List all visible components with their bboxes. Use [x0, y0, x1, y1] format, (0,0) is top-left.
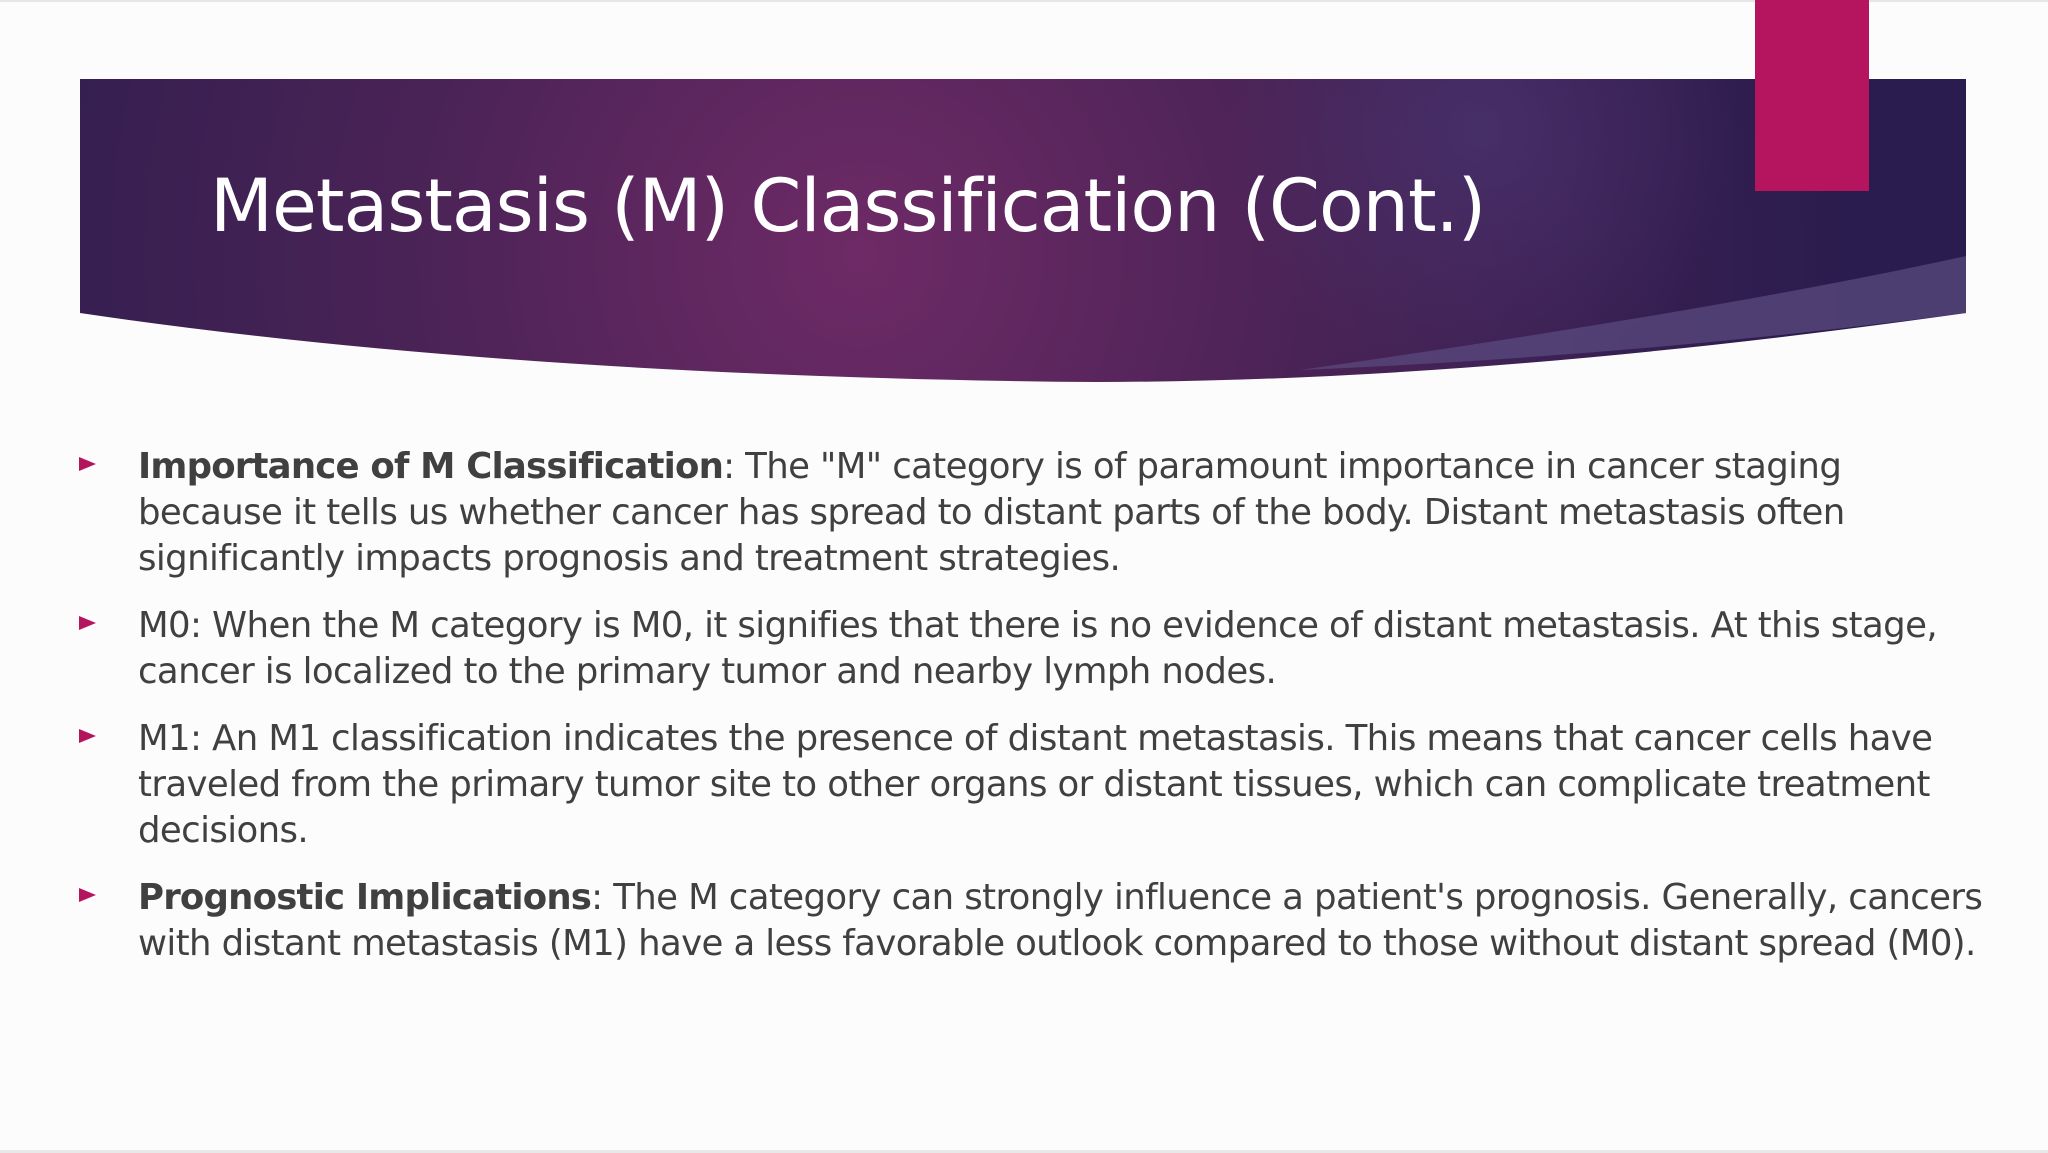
slide-title: Metastasis (M) Classification (Cont.) — [210, 164, 1486, 249]
bullet-heading: Prognostic Implications — [138, 877, 592, 918]
triangle-right-arrow-icon — [79, 457, 96, 471]
bullet-separator: : — [591, 877, 614, 918]
bullet-item-m0 — [0, 603, 1988, 695]
bullet-text: M1: An M1 classification indicates the presence of distant metastasis. This means that cancer cells have traveled from the primary tumor site to other organs or distant tissues, which can complicate treatment decisions. — [138, 718, 1933, 851]
triangle-right-arrow-icon — [79, 729, 96, 743]
bullet-text: The M category can strongly influence a patient's prognosis. Generally, cancers with distant metastasis (M1) have a less favorable outlook compared to those without distant spread (M0). — [138, 877, 1983, 964]
triangle-right-arrow-icon — [79, 888, 96, 902]
triangle-right-arrow-icon — [79, 616, 96, 630]
bullet-heading: Importance of M Classification — [138, 446, 724, 487]
accent-tab — [1755, 0, 1869, 191]
bullet-item-importance — [0, 444, 1988, 582]
bullet-item-prognostic — [0, 875, 1988, 967]
bullet-item-m1 — [0, 716, 1988, 854]
bullet-text: The "M" category is of paramount importance in cancer staging because it tells us whether cancer has spread to distant parts of the body. Distant metastasis often significantly impacts prognosis and treatment strategies. — [138, 446, 1845, 579]
bullet-text: M0: When the M category is M0, it signifies that there is no evidence of distant metastasis. At this stage, cancer is localized to the primary tumor and nearby lymph nodes. — [138, 605, 1938, 692]
bullet-list — [0, 444, 2048, 988]
bullet-separator: : — [723, 446, 746, 487]
